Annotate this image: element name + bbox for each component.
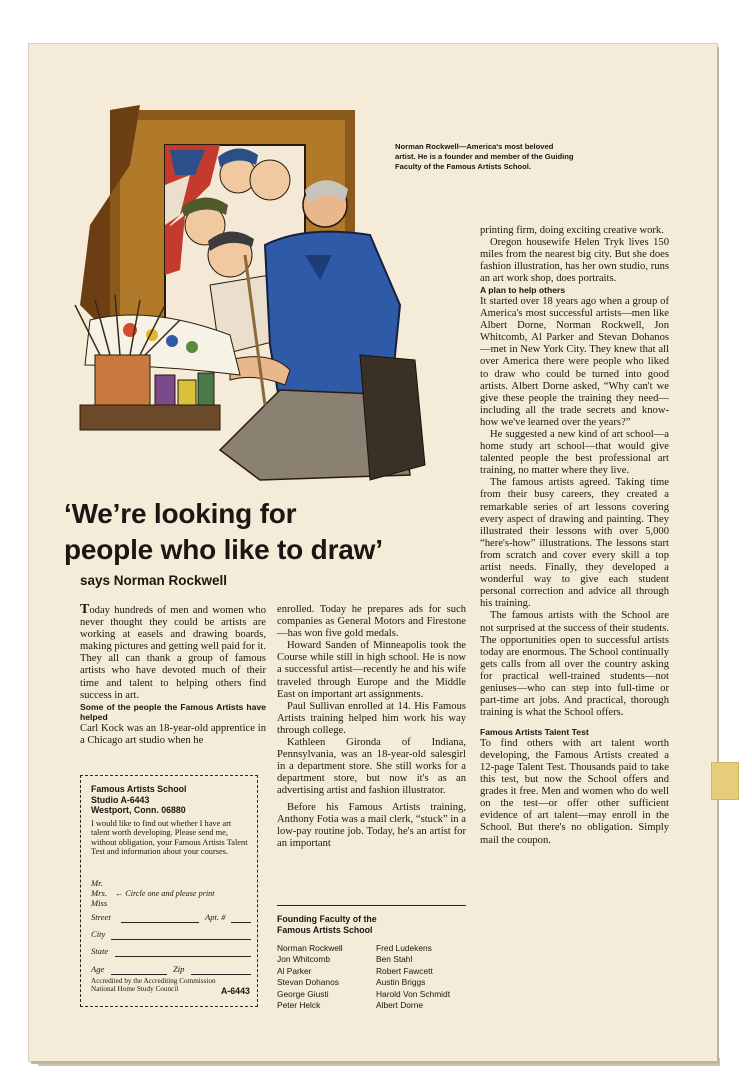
subhead: says Norman Rockwell bbox=[80, 573, 228, 588]
tape-tab bbox=[711, 762, 739, 800]
mail-coupon[interactable]: Famous Artists School Studio A-6443 Westport, Conn. 06880 I would like to find out whether I have art talent worth developing. Please send me, without obligation, your Famous Artists Talent Test and information about your courses. Mr. Mrs. Miss ← Circle one and please print Street Apt. # City State Age Zip Accredited by the Accrediting Commission National Home Study Council A-6443 bbox=[80, 775, 258, 1007]
street-field[interactable] bbox=[121, 922, 199, 923]
column-3: printing firm, doing exciting creative work. Oregon housewife Helen Tryk lives 150 miles from the nearest big city. But she does fashion illustration, has her own studio, runs an art work shop, does portraits. A plan to help others It started over 18 years ago when a group of America's most successful artists—men like Albert Dorne, Norman Rockwell, Jon Whitcomb, Al Parker and Stevan Dohanos—met in New York City. They knew that all over America there were people who liked to draw who could be turned into good artists. Albert Dorne asked, “Why can't we give these people the training they need—including all the trade secrets and know-how we've learned over the years?” He suggested a new kind of art school—a home study art school—that would give talented people the best professional art training, no matter where they live. The famous artists agreed. Taking time from their busy careers, they created a remarkable series of art lessons covering every aspect of drawing and painting. They illustrated their lessons with over 5,000 “here's-how” illustrations. The lessons start from scratch and cover every skill a top artist needs. Finally, they developed a wonderful way to give each student personal correction and advice all through his training. The famous artists with the School are not surprised at the success of their students. The opportunities open to successful artists today are enormous. The School continually gets calls from all over the country asking for practical well-trained students—not geniuses—who can step into full-time or part-time art jobs. And practical, thorough training is what the School offers. Famous Artists Talent Test To find others with art talent worth developing, the Famous Artists created a 12-page Talent Test. Thousands paid to take this test, but now the School offers and grades it free. Men and women who do well on the test—or offer other sufficient evidence of art talent—may enroll in the School. But there's no obligation. Simply mail the coupon. bbox=[480, 225, 669, 846]
apt-field[interactable] bbox=[231, 922, 251, 923]
faculty-list-left: Norman Rockwell Jon Whitcomb Al Parker Stevan Dohanos George Giusti Peter Helck bbox=[277, 943, 343, 1011]
faculty-title: Founding Faculty of the Famous Artists School bbox=[277, 914, 377, 935]
faculty-list-right: Fred Ludekens Ben Stahl Robert Fawcett Austin Briggs Harold Von Schmidt Albert Dorne bbox=[376, 943, 451, 1011]
zip-field[interactable] bbox=[191, 974, 251, 975]
salutation-options[interactable]: Mr. Mrs. Miss bbox=[91, 878, 108, 908]
age-field[interactable] bbox=[111, 974, 167, 975]
section-heading-plan: A plan to help others bbox=[480, 285, 566, 296]
column-2: enrolled. Today he prepares ads for such companies as General Motors and Firestone—has won five gold medals. Howard Sanden of Minneapolis took the Course while still in high school. He is now a successful artist—recently he and his wife traveled through Europe and the Middle East on important art assignments. Paul Sullivan enrolled at 14. His Famous Artists training helped him work his way through college. Kathleen Gironda of Indiana, Pennsylvania, was an 18-year-old salesgirl in a department store. She still works for a department store, but now it's as an advertising artist and fashion illustrator. Before his Famous Artists training, Anthony Fotia was a mail clerk, “stuck” in a low-pay routine job. Today, he's an artist for an important bbox=[277, 604, 466, 849]
headline bbox=[64, 496, 383, 568]
faculty-divider bbox=[277, 905, 466, 906]
illustration-caption: Norman Rockwell—America's most beloved artist. He is a founder and member of the Guiding Faculty of the Famous Artists School. bbox=[395, 142, 574, 171]
headline-line-1: ‘We’re looking for bbox=[64, 498, 297, 529]
section-heading-talent-test: Famous Artists Talent Test bbox=[480, 727, 589, 738]
state-field[interactable] bbox=[115, 956, 251, 957]
headline-line-2: people who like to draw’ bbox=[64, 534, 383, 565]
city-field[interactable] bbox=[111, 939, 251, 940]
section-heading-people-helped: Some of the people the Famous Artists have helped bbox=[80, 701, 266, 723]
column-1: Today hundreds of men and women who never thought they could be artists are working at easels and drawing boards, making pictures and getting well paid for it. They all can thank a group of famous artists who have devoted much of their time and talent to helping others find success in art. Some of the people the Famous Artists have helped Carl Kock was an 18-year-old apprentice in a Chicago art studio when he bbox=[80, 602, 266, 746]
